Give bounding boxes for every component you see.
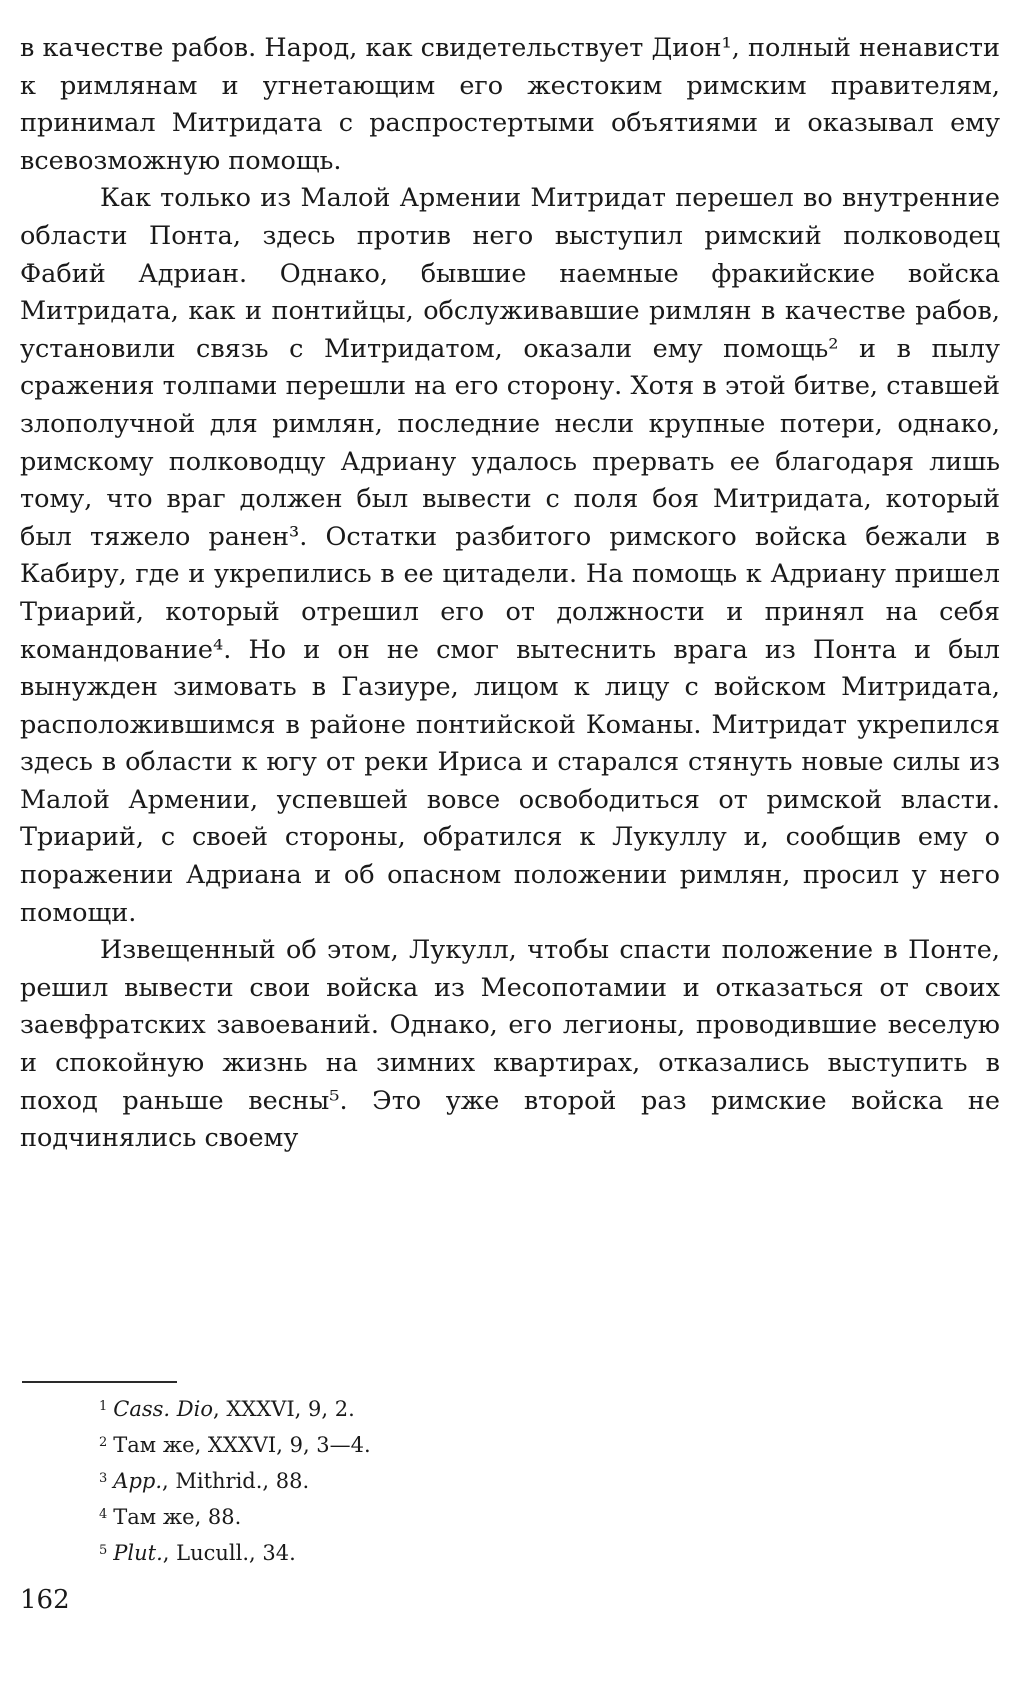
footnote-ref: , Lucull., 34. (162, 1541, 296, 1565)
footnote-number: 3 (99, 1471, 108, 1486)
footnote-4 (99, 1498, 799, 1534)
footnote-number: 2 (99, 1435, 108, 1450)
main-text (20, 30, 1000, 1158)
footnote-2 (99, 1426, 799, 1462)
footnote-number: 5 (99, 1543, 108, 1558)
footnote-3 (99, 1462, 799, 1498)
paragraph-1: в качестве рабов. Народ, как свидетельствует Дион¹, полный ненависти к римлянам и угнетающим его жестоким римским правителям, принимал Митридата с распростертыми объятиями и оказывал ему всевозможную помощь. (20, 33, 1000, 176)
footnote-ref: Там же, XXXVI, 9, 3—4. (113, 1433, 371, 1457)
footnote-5 (99, 1534, 799, 1570)
footnote-number: 1 (99, 1399, 108, 1414)
footnote-ref: , Mithrid., 88. (162, 1469, 310, 1493)
footnote-source: App. (113, 1469, 163, 1493)
page-number: 162 (20, 1585, 70, 1615)
footnote-source: Plut. (113, 1541, 163, 1565)
footnote-ref: , XXXVI, 9, 2. (212, 1397, 355, 1421)
paragraph-2: Как только из Малой Армении Митридат перешел во внутренние области Понта, здесь против него выступил римский полководец Фабий Адриан. Однако, бывшие наемные фракийские войска Митридата, как и понтийцы, обслуживавшие римлян в качестве рабов, установили связь с Митридатом, оказали ему помощь² и в пылу сражения толпами перешли на его сторону. Хотя в этой битве, ставшей злополучной для римлян, последние несли крупные потери, однако, римскому полководцу Адриану удалось прервать ее благодаря лишь тому, что враг должен был вывести с поля боя Митридата, который был тяжело ранен³. Остатки разбитого римского войска бежали в Кабиру, где и укрепились в ее цитадели. На помощь к Адриану пришел Триарий, который отрешил его от должности и принял на себя командование⁴. Но и он не смог вытеснить врага из Понта и был вынужден зимовать в Газиуре, лицом к лицу с войском Митридата, расположившимся в районе понтийской Команы. Митридат укрепился здесь в области к югу от реки Ириса и старался стянуть новые силы из Малой Армении, успевшей вовсе освободиться от римской власти. Триарий, с своей стороны, обратился к Лукуллу и, сообщив ему о поражении Адриана и об опасном положении римлян, просил у него помощи. (20, 183, 1000, 928)
paragraph-3: Извещенный об этом, Лукулл, чтобы спасти положение в Понте, решил вывести свои войска из Месопотамии и отказаться от своих заевфратских завоеваний. Однако, его легионы, проводившие веселую и спокойную жизнь на зимних квартирах, отказались выступить в поход раньше весны⁵. Это уже второй раз римские войска не подчинялись своему (20, 935, 1000, 1154)
footnote-divider (22, 1381, 177, 1383)
footnote-1 (99, 1390, 799, 1426)
footnote-source: Cass. Dio (113, 1397, 213, 1421)
footnote-ref: Там же, 88. (113, 1505, 242, 1529)
footnote-number: 4 (99, 1507, 108, 1522)
footnotes (99, 1390, 799, 1570)
